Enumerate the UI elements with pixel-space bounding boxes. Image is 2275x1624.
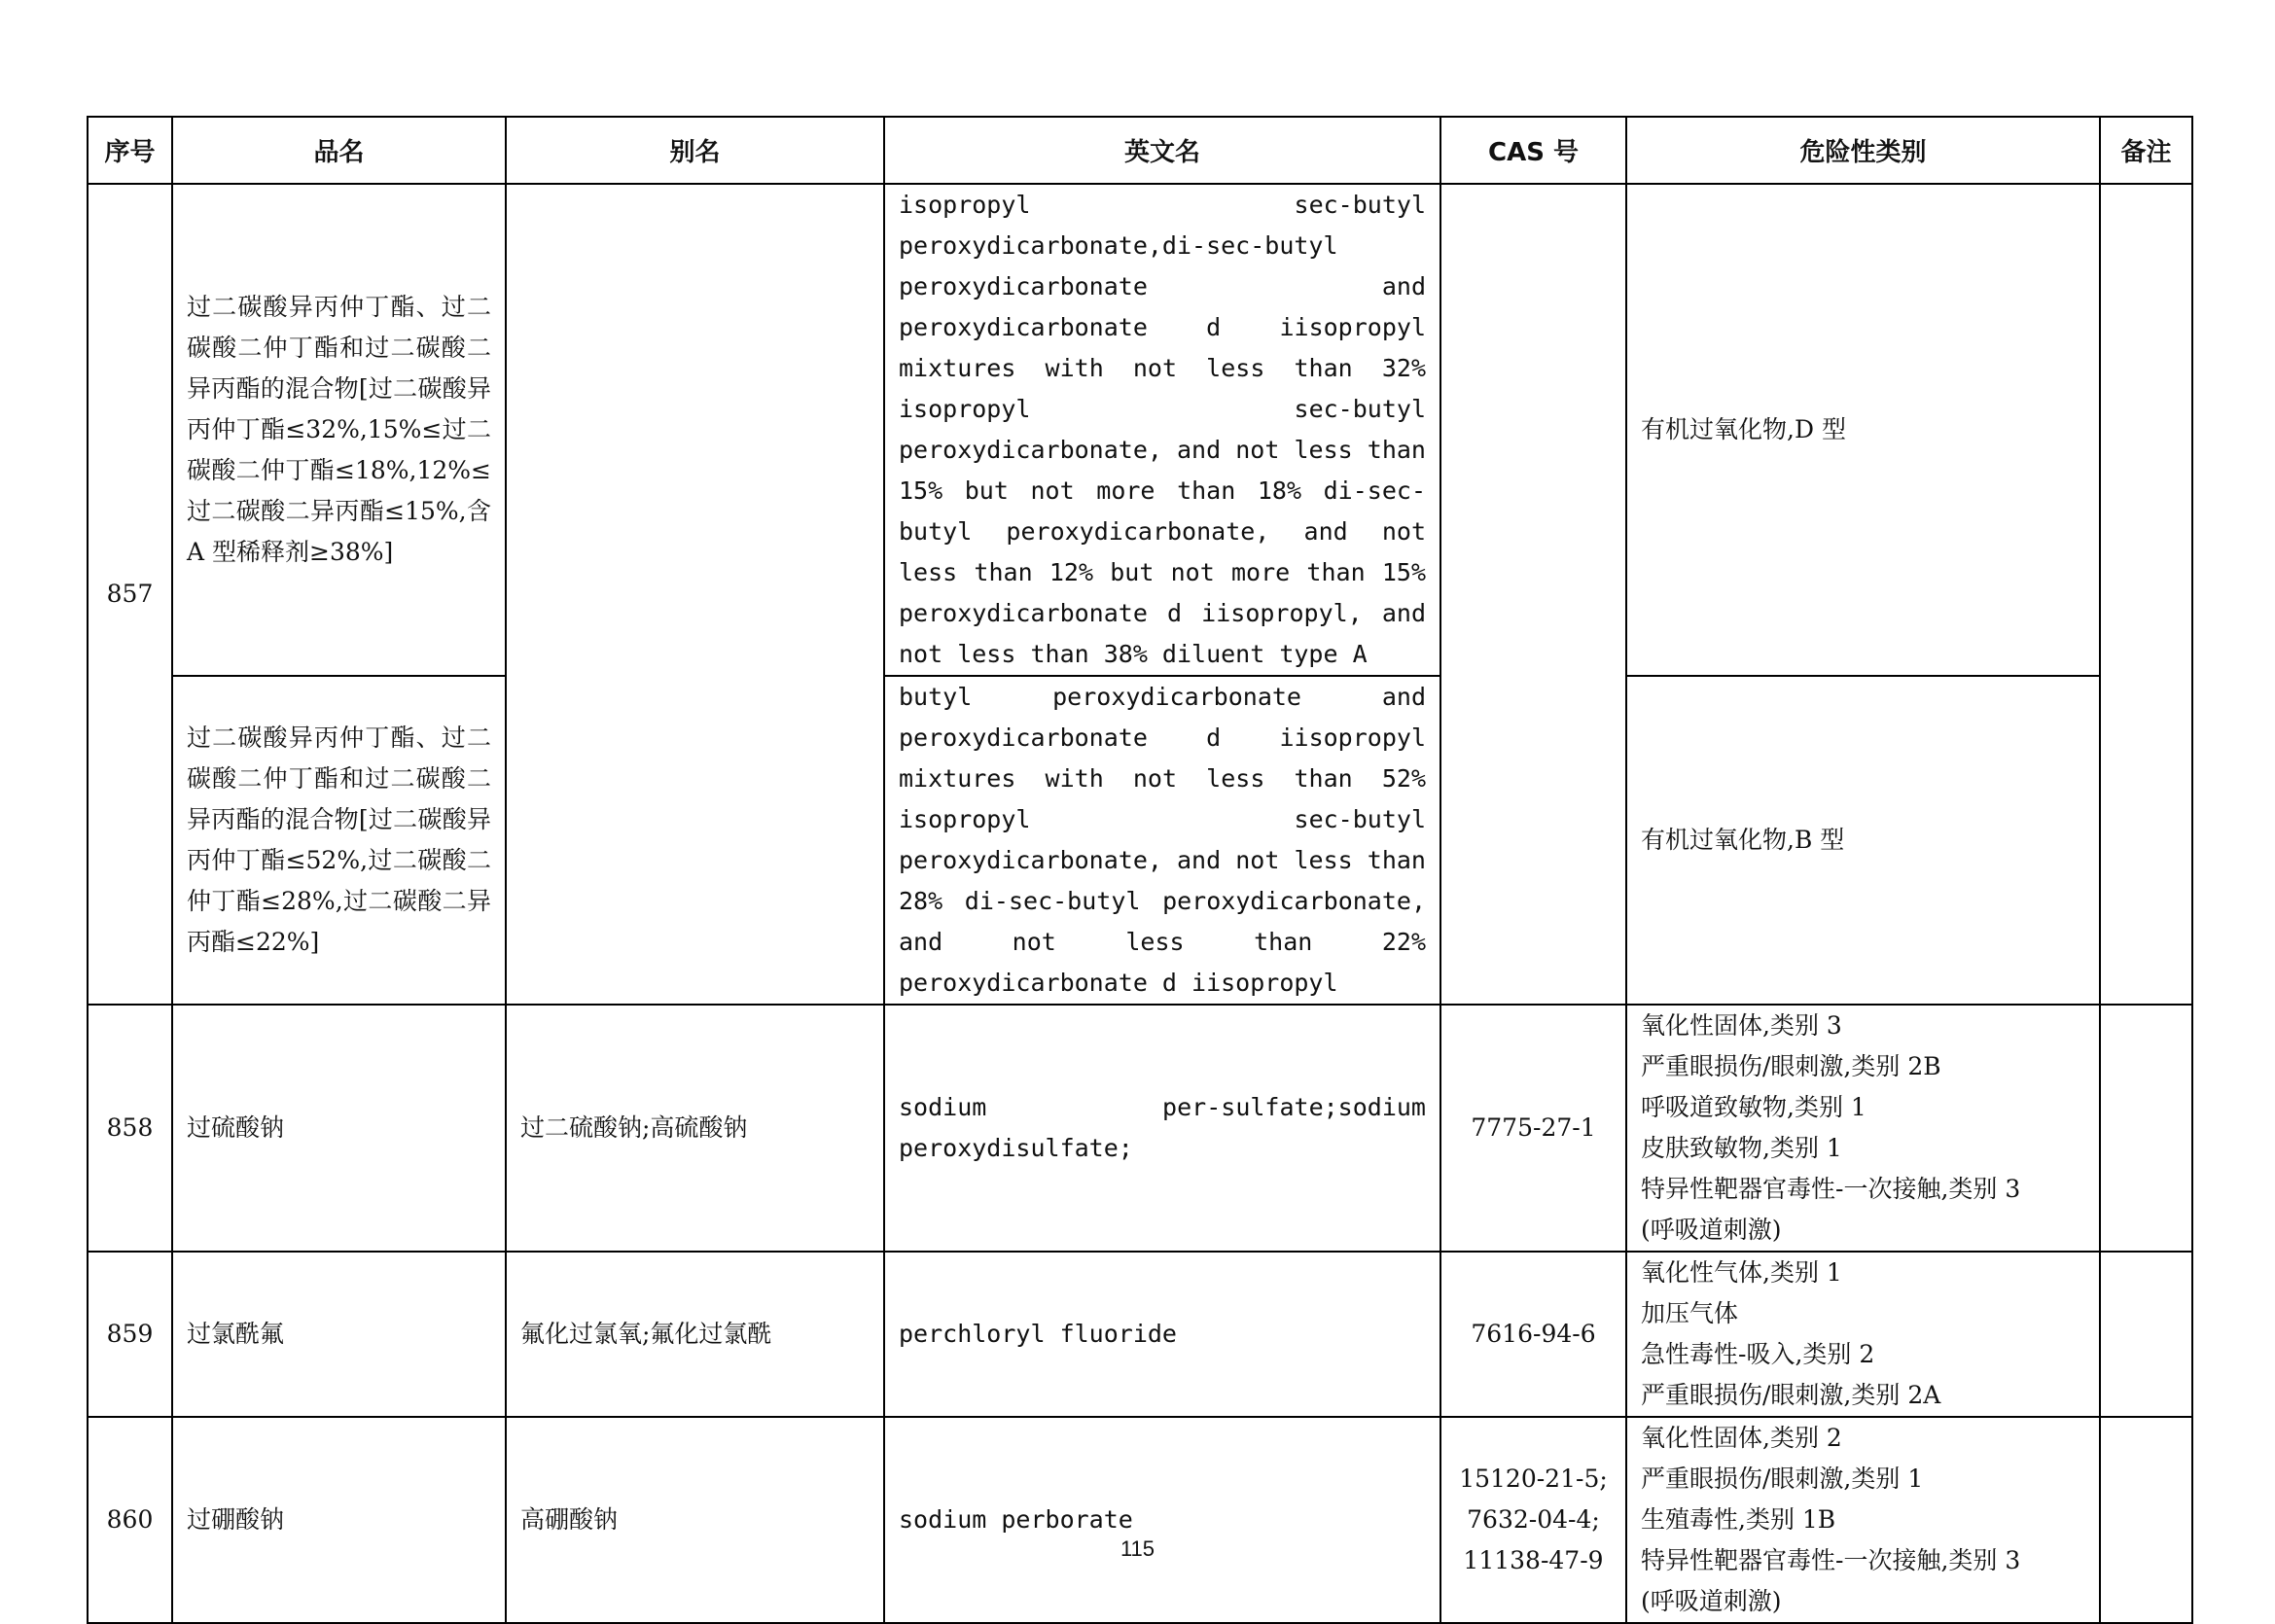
cell-hazard: [1626, 1005, 2100, 1252]
cell-alias: 过二硫酸钠;高硫酸钠: [506, 1005, 884, 1252]
hazard-line: 特异性靶器官毒性-一次接触,类别 3: [1641, 1175, 2021, 1203]
cell-english: isopropyl sec-butyl peroxydicarbonate,di-sec-butyl peroxydicarbonate and peroxydicarbonate d iisopropyl mixtures with not less than 32% isopropyl sec-butyl peroxydicarbonate, and not less than 15% but not more than 18% di-sec-butyl peroxydicarbonate, and not less than 12% but not more than 15% peroxydicarbonate d iisopropyl, and not less than 38% diluent type A: [884, 184, 1440, 676]
hazard-line: 特异性靶器官毒性-一次接触,类别 3: [1641, 1546, 2021, 1574]
cell-name: 过氯酰氟: [172, 1252, 506, 1417]
header-seq: 序号: [88, 117, 172, 184]
cas-line: 15120-21-5;: [1459, 1465, 1608, 1493]
cell-remark: [2100, 1252, 2192, 1417]
header-remark: 备注: [2100, 117, 2192, 184]
chemical-table: [87, 116, 2193, 1624]
hazard-line: 严重眼损伤/眼刺激,类别 2B: [1641, 1052, 1941, 1080]
table-row: [88, 676, 2192, 1005]
hazard-line: 氧化性气体,类别 1: [1641, 1258, 1842, 1287]
cell-hazard: [1626, 1417, 2100, 1623]
cell-hazard: 有机过氧化物,B 型: [1626, 676, 2100, 1005]
cell-english: sodium per-sulfate;sodium peroxydisulfate;: [884, 1005, 1440, 1252]
cell-hazard: [1626, 1252, 2100, 1417]
cell-cas: [1440, 184, 1626, 1005]
header-name: 品名: [172, 117, 506, 184]
hazard-line: (呼吸道刺激): [1641, 1216, 1782, 1244]
cas-line: 11138-47-9: [1463, 1546, 1604, 1574]
cell-name: 过二碳酸异丙仲丁酯、过二碳酸二仲丁酯和过二碳酸二异丙酯的混合物[过二碳酸异丙仲丁酯≤32%,15%≤过二碳酸二仲丁酯≤18%,12%≤过二碳酸二异丙酯≤15%,含 A 型稀释剂≥38%]: [172, 184, 506, 676]
hazard-line: 皮肤致敏物,类别 1: [1641, 1134, 1842, 1162]
cell-remark: [2100, 1417, 2192, 1623]
hazard-line: 氧化性固体,类别 2: [1641, 1424, 1842, 1452]
header-alias: 别名: [506, 117, 884, 184]
cas-line: 7632-04-4;: [1467, 1505, 1600, 1534]
hazard-line: 生殖毒性,类别 1B: [1641, 1505, 1836, 1534]
cell-cas: 7616-94-6: [1440, 1252, 1626, 1417]
hazard-line: 呼吸道致敏物,类别 1: [1641, 1093, 1866, 1121]
cell-seq: 860: [88, 1417, 172, 1623]
hazard-line: 氧化性固体,类别 3: [1641, 1011, 1842, 1040]
cell-english: butyl peroxydicarbonate and peroxydicarbonate d iisopropyl mixtures with not less than 52% isopropyl sec-butyl peroxydicarbonate, and not less than 28% di-sec-butyl peroxydicarbonate, and not less than 22% peroxydicarbonate d iisopropyl: [884, 676, 1440, 1005]
table-row: [88, 1417, 2192, 1623]
cell-cas: [1440, 1417, 1626, 1623]
hazard-line: 严重眼损伤/眼刺激,类别 1: [1641, 1465, 1924, 1493]
hazard-line: (呼吸道刺激): [1641, 1587, 1782, 1615]
header-row: [88, 117, 2192, 184]
cell-english: perchloryl fluoride: [884, 1252, 1440, 1417]
hazard-line: 加压气体: [1641, 1299, 1739, 1327]
header-english: 英文名: [884, 117, 1440, 184]
header-hazard: 危险性类别: [1626, 117, 2100, 184]
cell-english: sodium perborate: [884, 1417, 1440, 1623]
header-cas: CAS 号: [1440, 117, 1626, 184]
table-row: [88, 184, 2192, 676]
cell-alias: 氟化过氯氧;氟化过氯酰: [506, 1252, 884, 1417]
cell-remark: [2100, 184, 2192, 1005]
cell-alias: [506, 184, 884, 1005]
cell-hazard: 有机过氧化物,D 型: [1626, 184, 2100, 676]
cell-cas: 7775-27-1: [1440, 1005, 1626, 1252]
table-row: [88, 1005, 2192, 1252]
cell-name: 过硼酸钠: [172, 1417, 506, 1623]
cell-seq: 857: [88, 184, 172, 1005]
cell-name: 过二碳酸异丙仲丁酯、过二碳酸二仲丁酯和过二碳酸二异丙酯的混合物[过二碳酸异丙仲丁酯≤52%,过二碳酸二仲丁酯≤28%,过二碳酸二异丙酯≤22%]: [172, 676, 506, 1005]
cell-alias: 高硼酸钠: [506, 1417, 884, 1623]
hazard-line: 急性毒性-吸入,类别 2: [1641, 1340, 1875, 1368]
cell-remark: [2100, 1005, 2192, 1252]
cell-seq: 858: [88, 1005, 172, 1252]
cell-name: 过硫酸钠: [172, 1005, 506, 1252]
page-number: 115: [1120, 1536, 1155, 1561]
cell-seq: 859: [88, 1252, 172, 1417]
hazard-line: 严重眼损伤/眼刺激,类别 2A: [1641, 1381, 1941, 1409]
table-row: [88, 1252, 2192, 1417]
